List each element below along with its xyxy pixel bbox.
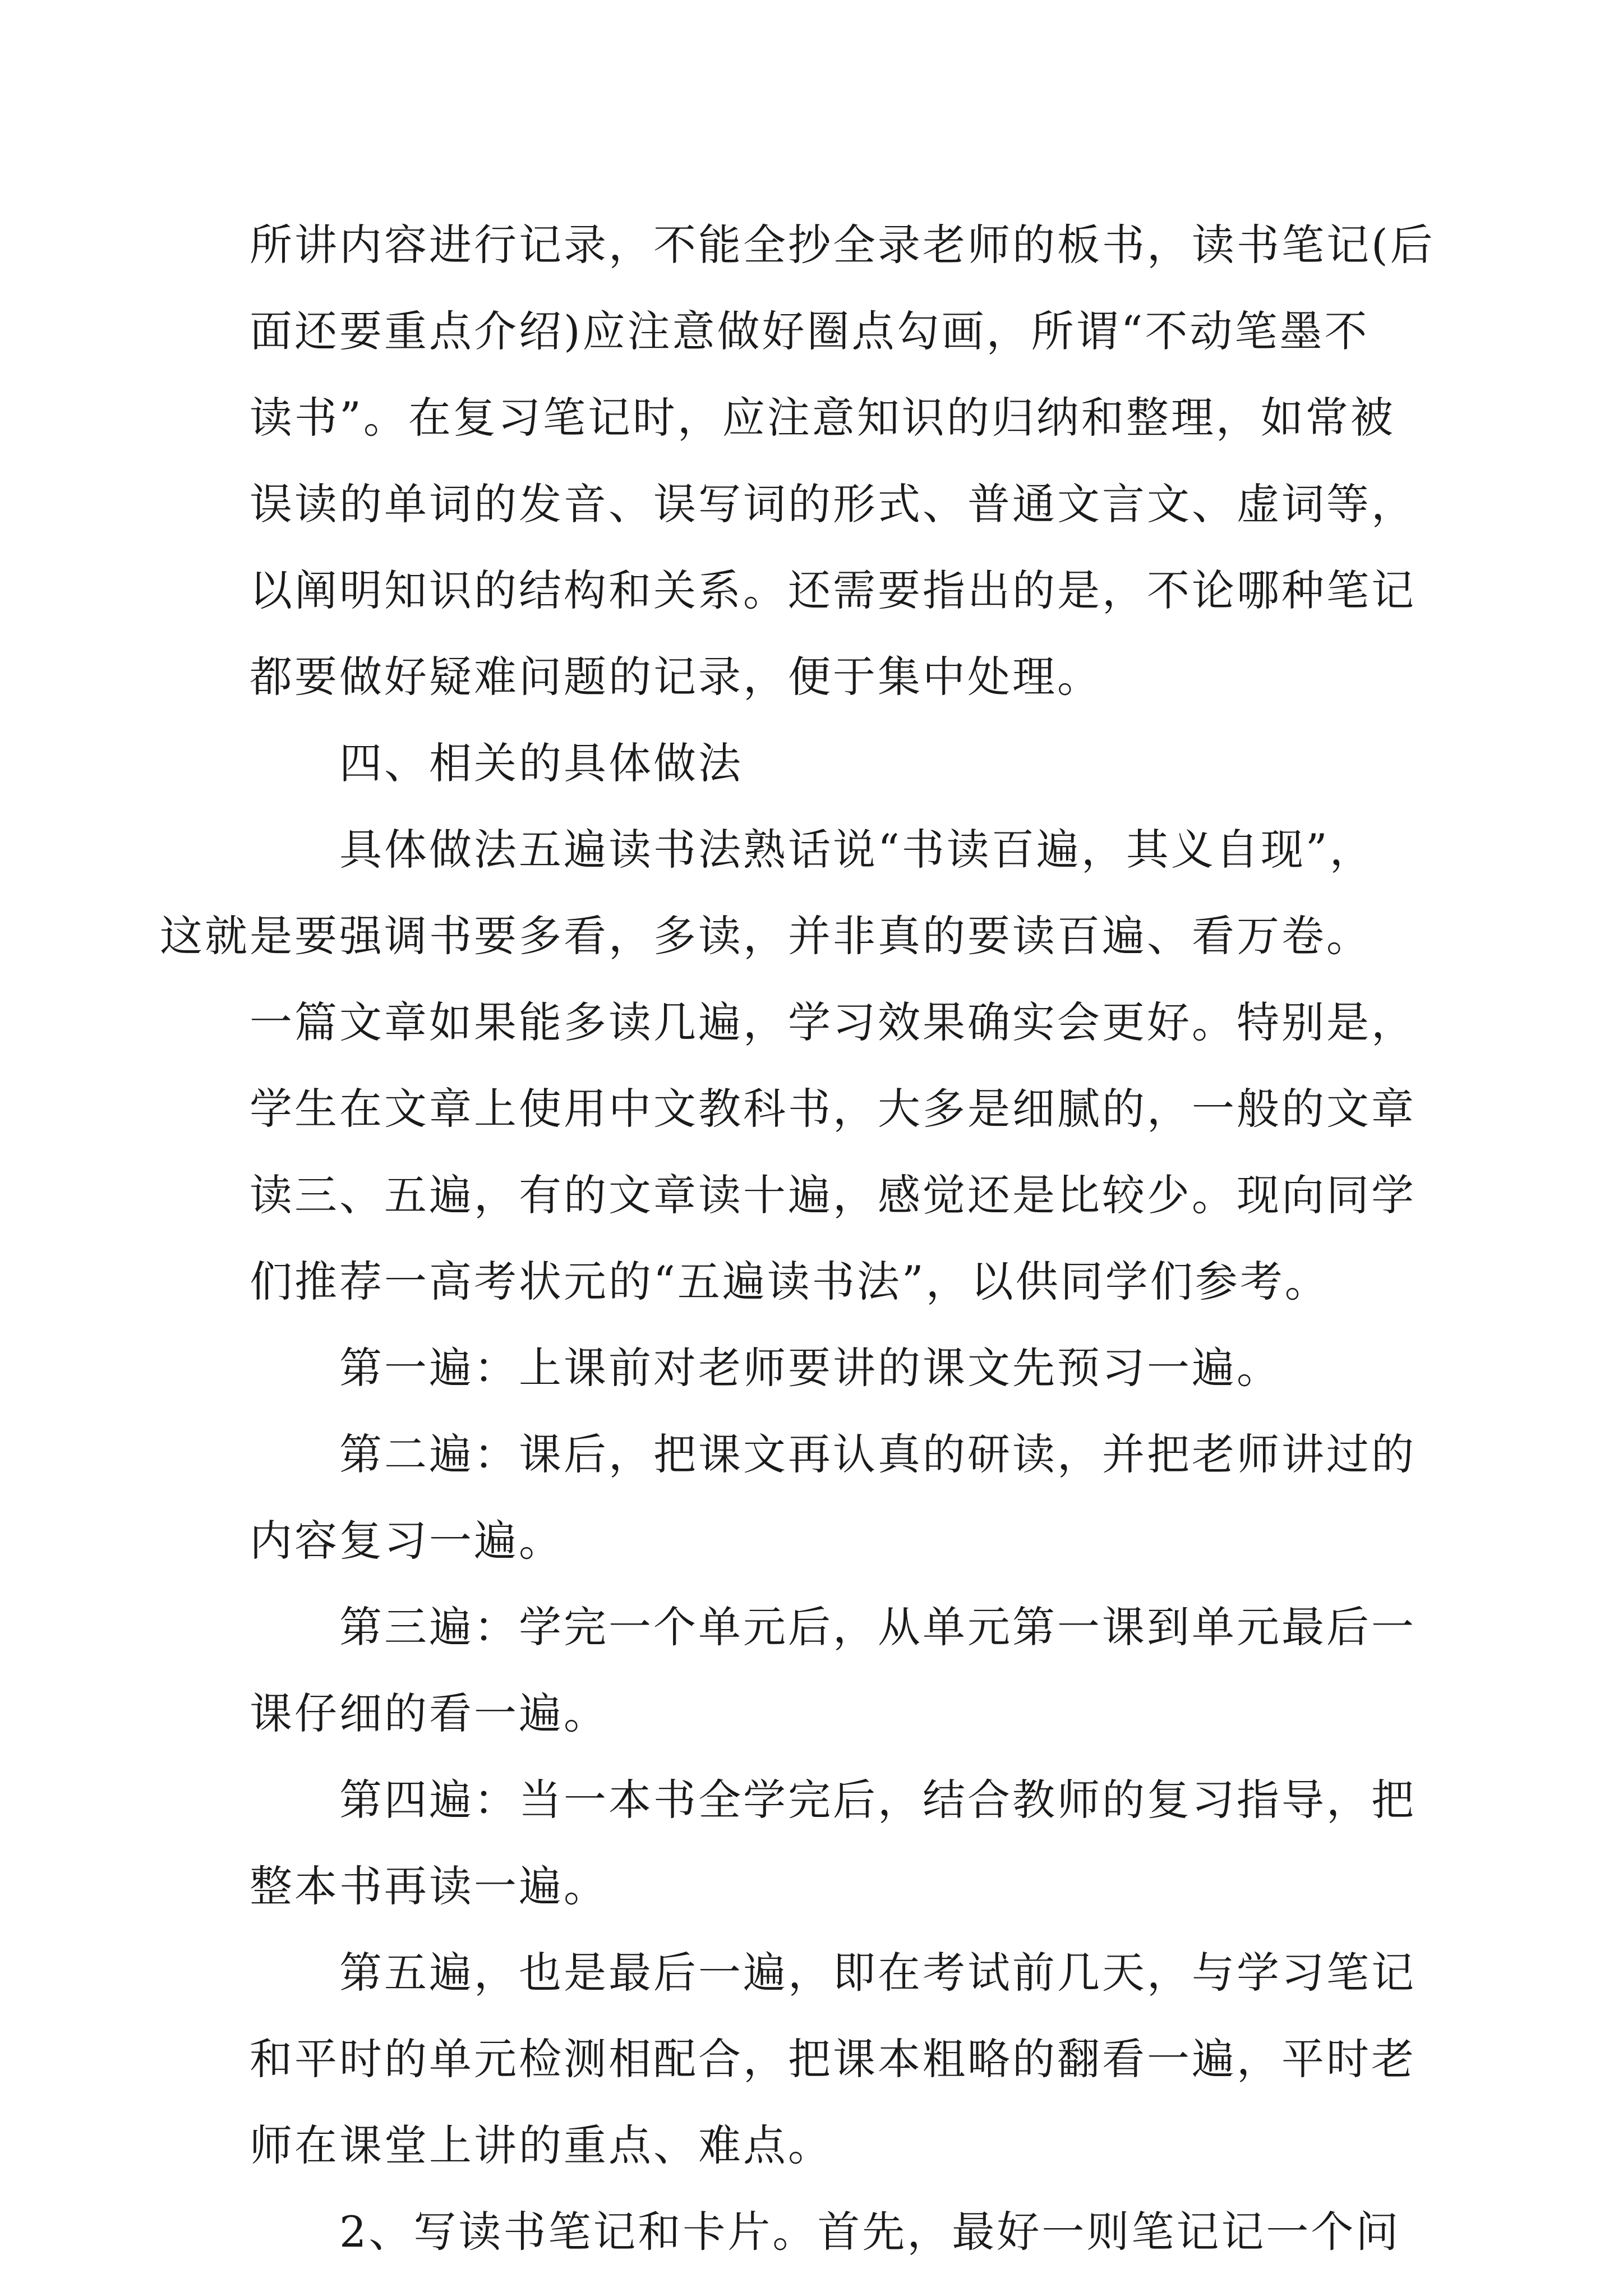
text-line: 都要做好疑难问题的记录，便于集中处理。 xyxy=(250,652,1102,702)
step-3-paragraph xyxy=(250,1584,1416,1757)
text-line: 具体做法五遍读书法熟话说“书读百遍，其义自现”， xyxy=(339,825,1375,875)
text-line-continued: 一篇文章如果能多读几遍，学习效果确实会更好。特别是， xyxy=(250,997,1416,1047)
text-line: 以阐明知识的结构和关系。还需要指出的是，不论哪种笔记 xyxy=(250,565,1416,615)
text-line: 读书”。在复习笔记时，应注意知识的归纳和整理，如常被 xyxy=(250,393,1395,443)
text-line-continued: 课仔细的看一遍。 xyxy=(250,1688,608,1738)
text-line: 2、写读书笔记和卡片。首先，最好一则笔记记一个问 xyxy=(339,2207,1401,2257)
step-1-paragraph xyxy=(250,1325,1380,1411)
document-body xyxy=(160,202,1435,2275)
paragraph-3 xyxy=(160,807,1416,1325)
text-line: 第三遍：学完一个单元后，从单元第一课到单元最后一 xyxy=(339,1602,1416,1652)
text-line: 所讲内容进行记录，不能全抄全录老师的板书，读书笔记(后 xyxy=(250,220,1435,270)
text-line-continued: 这就是要强调书要多看，多读，并非真的要读百遍、看万卷。 xyxy=(160,911,1371,961)
text-line: 误读的单词的发音、误写词的形式、普通文言文、虚词等， xyxy=(250,479,1416,529)
text-line-continued: 和平时的单元检测相配合，把课本粗略的翻看一遍，平时老 xyxy=(250,2034,1416,2084)
text-line: 第五遍，也是最后一遍，即在考试前几天，与学习笔记 xyxy=(339,1948,1416,1998)
text-line: 第四遍：当一本书全学完后，结合教师的复习指导，把 xyxy=(339,1775,1416,1825)
text-line-continued: 们推荐一高考状元的“五遍读书法”，以供同学们参考。 xyxy=(250,1257,1330,1306)
text-line-continued: 读三、五遍，有的文章读十遍，感觉还是比较少。现向同学 xyxy=(250,1170,1416,1220)
text-line-continued: 内容复习一遍。 xyxy=(250,1516,564,1566)
paragraph-1 xyxy=(250,202,1435,720)
step-4-paragraph xyxy=(250,1757,1416,1930)
text-line-continued: 师在课堂上讲的重点、难点。 xyxy=(250,2120,833,2170)
step-5-paragraph xyxy=(250,1930,1416,2189)
section-heading xyxy=(250,720,1380,807)
text-line-continued: 学生在文章上使用中文教科书，大多是细腻的，一般的文章 xyxy=(250,1084,1416,1134)
text-line: 第一遍：上课前对老师要讲的课文先预习一遍。 xyxy=(339,1343,1281,1393)
item-2-paragraph xyxy=(250,2189,1401,2275)
text-line: 面还要重点介绍)应注意做好圈点勾画，所谓“不动笔墨不 xyxy=(250,306,1370,356)
text-line-continued: 整本书再读一遍。 xyxy=(250,1861,608,1911)
step-2-paragraph xyxy=(250,1411,1416,1584)
text-line: 第二遍：课后，把课文再认真的研读，并把老师讲过的 xyxy=(339,1429,1416,1479)
text-line: 四、相关的具体做法 xyxy=(339,738,743,788)
